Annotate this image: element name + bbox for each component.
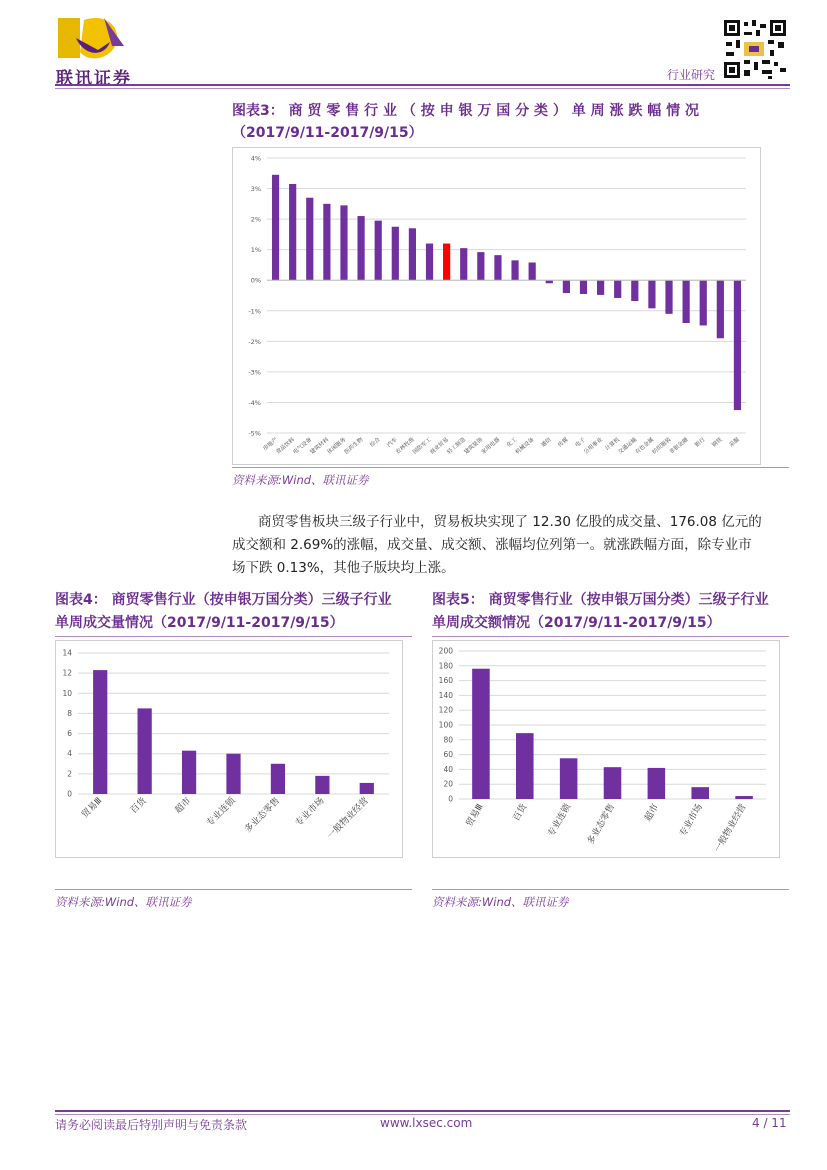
y-tick-label: -4%: [248, 398, 261, 407]
y-tick-label: 60: [443, 750, 453, 760]
x-category-label: 房地产: [262, 436, 279, 453]
footer-website-link[interactable]: www.lxsec.com: [380, 1116, 473, 1130]
chart5-title-line1: 图表5： 商贸零售行业（按申银万国分类）三级子行业: [432, 592, 769, 608]
bar: [340, 205, 347, 280]
y-tick-label: 180: [438, 661, 453, 671]
chart4-frame: [55, 640, 403, 858]
bar: [289, 184, 296, 280]
x-category-label: 建筑材料: [309, 436, 331, 456]
x-category-label: 食品饮料: [275, 436, 296, 456]
x-category-label: 轻工制造: [446, 436, 468, 456]
bar: [717, 280, 724, 338]
x-category-label: 一般物业经营: [713, 802, 749, 855]
bar: [357, 216, 364, 280]
x-category-label: 计算机: [604, 436, 621, 453]
x-category-label: 有色金属: [634, 436, 656, 456]
y-tick-label: 140: [438, 690, 453, 700]
y-tick-label: 4%: [250, 154, 261, 163]
qr-code: [722, 18, 788, 80]
bar: [472, 669, 490, 799]
y-tick-label: 2%: [250, 215, 261, 224]
y-tick-label: 40: [443, 764, 453, 774]
chart3-title-line2: （2017/9/11-2017/9/15）: [232, 125, 423, 141]
chart3-title-line1: 图表3： 商 贸 零 售 行 业 （ 按 申 银 万 国 分 类 ） 单 周 涨 跌 幅 情 况: [232, 103, 699, 119]
x-category-label: 百货: [511, 802, 530, 824]
x-category-label: 公用事业: [583, 436, 604, 456]
chart4-source-rule: [55, 889, 412, 890]
x-category-label: 采掘: [728, 436, 741, 449]
bar: [631, 280, 638, 301]
bar: [271, 764, 285, 794]
y-tick-label: 0: [448, 794, 453, 804]
x-category-label: 纺织服装: [651, 436, 673, 456]
x-category-label: 休闲服务: [326, 436, 348, 456]
x-category-label: 超市: [643, 802, 661, 824]
bar: [529, 263, 536, 281]
bar: [138, 708, 152, 794]
chart3-frame: [232, 147, 761, 465]
y-tick-label: 2: [67, 769, 72, 779]
y-tick-label: 1%: [250, 246, 261, 255]
x-category-label: 医药生物: [343, 436, 365, 456]
chart5-title-rule: [432, 636, 789, 637]
bar: [323, 204, 330, 280]
y-tick-label: 14: [62, 648, 72, 658]
y-tick-label: -1%: [248, 307, 261, 316]
body-paragraph-line1: 商贸零售板块三级子行业中，贸易板块实现了 12.30 亿股的成交量、176.08 亿元的: [258, 514, 762, 530]
bar: [511, 260, 518, 280]
company-logo-text: 联讯证券: [56, 69, 132, 89]
x-category-label: 建筑装饰: [463, 436, 485, 456]
bar: [375, 221, 382, 281]
x-category-label: 家用电器: [480, 436, 502, 456]
bar: [734, 280, 741, 410]
body-paragraph-line3: 场下跌 0.13%，其他子版块均上涨。: [232, 560, 455, 576]
x-category-label: 传媒: [557, 436, 570, 449]
chart4-title-line1: 图表4： 商贸零售行业（按申银万国分类）三级子行业: [55, 592, 392, 608]
bar: [272, 175, 279, 280]
y-tick-label: 80: [443, 735, 453, 745]
bar: [691, 787, 709, 799]
x-category-label: 多业态零售: [585, 802, 618, 847]
bar: [560, 758, 578, 799]
x-category-label: 专业市场: [293, 796, 327, 829]
y-tick-label: 12: [62, 668, 72, 678]
header-rule: [55, 84, 790, 86]
bar: [683, 280, 690, 323]
y-tick-label: 20: [443, 779, 453, 789]
bar: [226, 754, 240, 794]
chart4-source: 资料来源:Wind、联讯证券: [55, 895, 192, 909]
y-tick-label: 6: [67, 729, 72, 739]
footer-disclaimer-link[interactable]: 请务必阅读最后特别声明与免责条款: [55, 1118, 248, 1132]
y-tick-label: -5%: [248, 429, 261, 438]
y-tick-label: 8: [67, 708, 72, 718]
bar: [182, 751, 196, 794]
x-category-label: 通信: [540, 436, 553, 449]
chart5-title-line2: 单周成交额情况（2017/9/11-2017/9/15）: [432, 615, 721, 631]
x-category-label: 超市: [173, 796, 194, 816]
bar: [735, 796, 753, 799]
bar: [648, 768, 666, 799]
bar: [700, 280, 707, 325]
chart3-source: 资料来源:Wind、联讯证券: [232, 473, 369, 487]
chart4-title-rule: [55, 636, 412, 637]
chart5-frame: [432, 640, 780, 858]
y-tick-label: 120: [438, 705, 453, 715]
bar: [360, 783, 374, 794]
x-category-label: 专业连锁: [205, 796, 238, 829]
x-category-label: 多业态零售: [243, 796, 283, 835]
section-label: 行业研究: [667, 68, 716, 82]
footer-page-number: 4 / 11: [752, 1116, 787, 1130]
bar: [665, 280, 672, 314]
chart5-source-rule: [432, 889, 789, 890]
chart3-source-rule: [232, 467, 789, 468]
bar: [494, 255, 501, 280]
x-category-label: 银行: [694, 436, 707, 449]
bar: [306, 198, 313, 281]
footer-rule-thin: [55, 1114, 790, 1115]
bar: [516, 733, 534, 799]
y-tick-label: 0: [67, 789, 72, 799]
y-tick-label: 160: [438, 676, 453, 686]
y-tick-label: 0%: [250, 276, 261, 285]
y-tick-label: 10: [62, 688, 72, 698]
x-category-label: 贸易Ⅲ: [80, 796, 105, 821]
bar: [563, 280, 570, 293]
x-category-label: 化工: [506, 436, 519, 449]
y-tick-label: 4: [67, 749, 72, 759]
bar: [477, 252, 484, 280]
x-category-label: 专业连锁: [546, 802, 574, 839]
chart4-plot: [56, 641, 402, 857]
x-category-label: 商业贸易: [429, 436, 450, 456]
x-category-label: 综合: [369, 436, 382, 449]
y-tick-label: 100: [438, 720, 453, 730]
x-category-label: 电气设备: [292, 436, 314, 456]
bar: [604, 767, 622, 799]
bar: [93, 670, 107, 794]
x-category-label: 贸易Ⅲ: [464, 802, 486, 829]
x-category-label: 专业市场: [678, 802, 705, 839]
bar: [443, 244, 450, 281]
chart5-plot: [433, 641, 779, 857]
y-tick-label: -3%: [248, 368, 261, 377]
chart5-source: 资料来源:Wind、联讯证券: [432, 895, 569, 909]
x-category-label: 机械设备: [514, 436, 536, 456]
y-tick-label: -2%: [248, 337, 261, 346]
x-category-label: 交通运输: [617, 436, 639, 456]
chart3-plot: [233, 148, 760, 464]
bar: [392, 227, 399, 280]
x-category-label: 国防军工: [412, 436, 433, 456]
x-category-label: 电子: [574, 436, 587, 449]
body-paragraph-line2: 成交额和 2.69%的涨幅，成交量、成交额、涨幅均位列第一。就涨跌幅方面，除专业市: [232, 537, 752, 553]
x-category-label: 钢铁: [711, 436, 724, 449]
bar: [597, 280, 604, 295]
x-category-label: 百货: [128, 796, 149, 816]
x-category-label: 非银金融: [668, 436, 690, 456]
footer-rule: [55, 1110, 790, 1112]
chart4-title-line2: 单周成交量情况（2017/9/11-2017/9/15）: [55, 615, 344, 631]
bar: [580, 280, 587, 294]
bar: [614, 280, 621, 298]
bar: [426, 244, 433, 281]
x-category-label: 农林牧渔: [394, 436, 416, 456]
bar: [409, 228, 416, 280]
bar: [648, 280, 655, 308]
company-logo: [58, 12, 128, 64]
bar: [315, 776, 329, 794]
bar: [460, 248, 467, 280]
y-tick-label: 3%: [250, 185, 261, 194]
x-category-label: 一般物业经营: [325, 796, 371, 842]
y-tick-label: 200: [438, 646, 453, 656]
header-rule-thin: [55, 88, 790, 89]
x-category-label: 汽车: [386, 436, 399, 449]
